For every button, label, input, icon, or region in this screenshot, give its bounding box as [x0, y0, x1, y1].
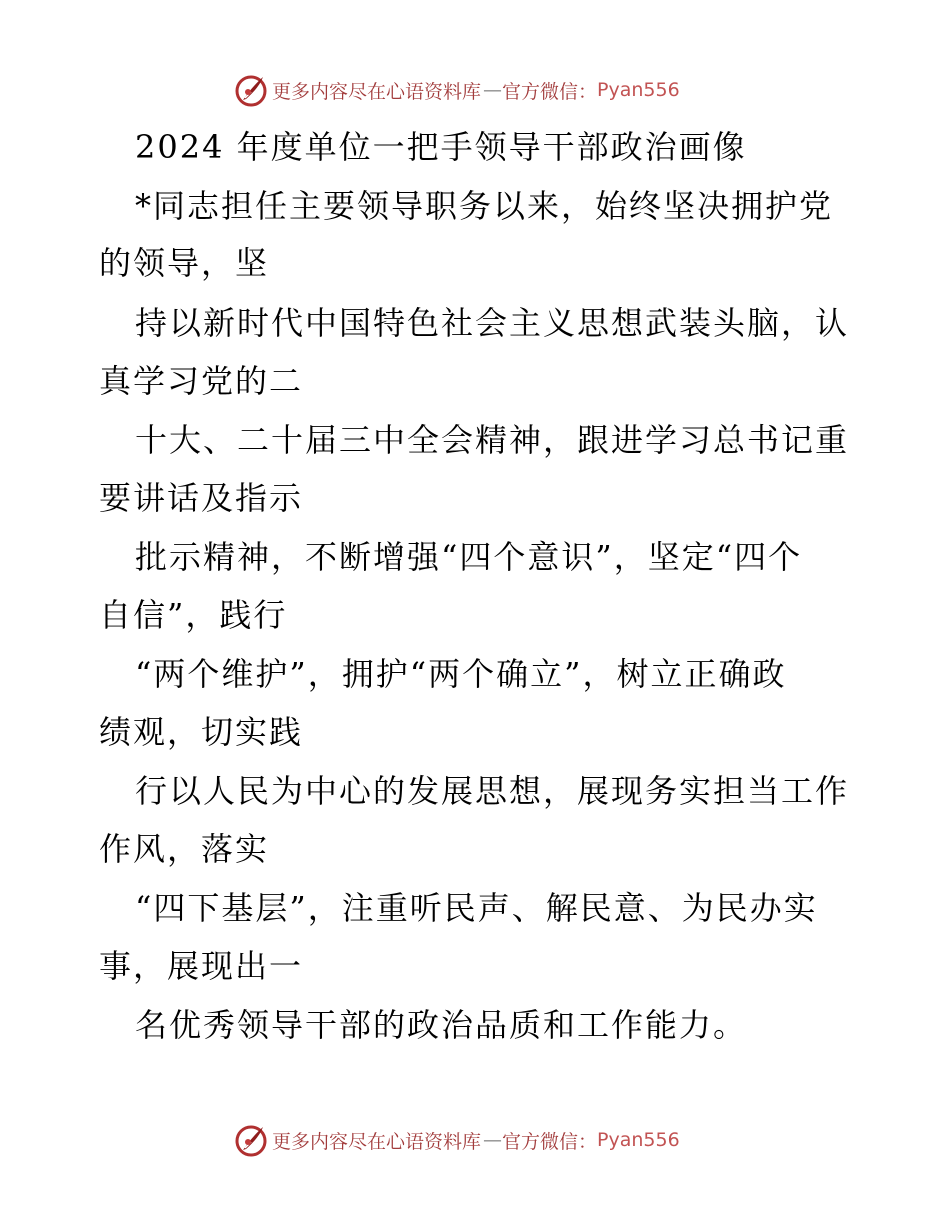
paragraph-line: 持以新时代中国特色社会主义思想武装头脑，认: [135, 304, 850, 342]
paragraph-line: *同志担任主要领导职务以来，始终坚决拥护党: [135, 187, 834, 225]
paragraph-line: 事，展现出一: [99, 947, 304, 985]
watermark-separator: —: [483, 1129, 503, 1151]
watermark-wechat-label: 官方微信：: [502, 80, 598, 103]
paragraph-line: 真学习党的二: [99, 362, 304, 400]
paragraph-line: “四下基层”，注重听民声、解民意、为民办实: [135, 889, 818, 927]
paragraph-line: 批示精神，不断增强“四个意识”，坚定“四个: [135, 538, 803, 576]
paragraph-line: 名优秀领导干部的政治品质和工作能力。: [135, 1006, 748, 1044]
paragraph-line: 作风，落实: [99, 830, 270, 868]
paragraph-line: 自信”，践行: [99, 596, 288, 634]
quill-seal-icon: [234, 73, 268, 107]
paragraph-line: 要讲话及指示: [99, 479, 304, 517]
paragraph-line: 的领导，坚: [99, 244, 270, 282]
paragraph-line: 十大、二十届三中全会精神，跟进学习总书记重: [135, 421, 850, 459]
header-watermark: [234, 72, 680, 108]
watermark-wechat-id: Pyan556: [597, 79, 680, 101]
paragraph-line: 绩观，切实践: [99, 713, 304, 751]
document-title: 2024 年度单位一把手领导干部政治画像: [135, 128, 747, 166]
paragraph-line: “两个维护”，拥护“两个确立”，树立正确政: [135, 655, 787, 693]
watermark-wechat-label: 官方微信：: [502, 1130, 598, 1153]
footer-watermark: [234, 1122, 680, 1158]
watermark-brand-text: 更多内容尽在心语资料库: [272, 1130, 482, 1153]
quill-seal-icon: [234, 1123, 268, 1157]
watermark-brand-text: 更多内容尽在心语资料库: [272, 80, 482, 103]
paragraph-line: 行以人民为中心的发展思想，展现务实担当工作: [135, 772, 850, 810]
watermark-separator: —: [483, 79, 503, 101]
watermark-wechat-id: Pyan556: [597, 1129, 680, 1151]
